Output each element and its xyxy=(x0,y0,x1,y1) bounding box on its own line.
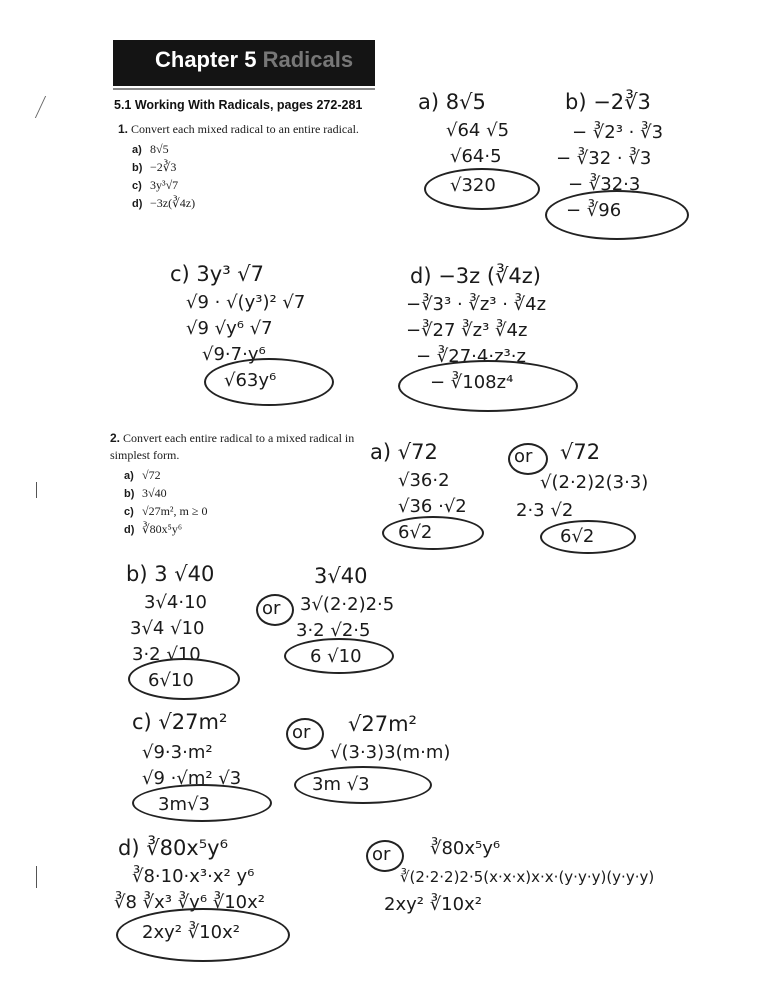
item-expression: 3√40 xyxy=(142,486,167,500)
item-label: b) xyxy=(124,488,135,500)
work-2b-line-3: 3√4 √10 xyxy=(130,618,205,639)
work-2b-or-line-2: 3√(2·2)2·5 xyxy=(300,594,395,615)
work-2d-line-3: ∛8 ∛x³ ∛y⁶ ∛10x² xyxy=(114,892,266,913)
item-label: c) xyxy=(132,180,142,192)
item-label: c) xyxy=(124,506,134,518)
work-2d-line-4: 2xy² ∛10x² xyxy=(142,922,240,943)
work-2a-or-line-1: √72 xyxy=(560,440,601,464)
work-2b-line-1: b) 3 √40 xyxy=(126,562,215,586)
item-label: b) xyxy=(132,162,143,174)
work-2c-or-line-3: 3m √3 xyxy=(312,774,370,795)
work-1d-line-1: d) −3z (∛4z) xyxy=(410,264,542,288)
question-1 xyxy=(118,121,368,213)
question-2-number: 2. xyxy=(110,431,121,445)
item-expression: √27m², m ≥ 0 xyxy=(142,504,208,518)
work-2b-or-line-4: 6 √10 xyxy=(310,646,362,667)
work-2d-or-line-1: ∛80x⁵y⁶ xyxy=(430,838,501,859)
work-2c-line-2: √9·3·m² xyxy=(142,742,213,763)
work-2c-line-1: c) √27m² xyxy=(132,710,228,734)
question-1-text: Convert each mixed radical to an entire radical. xyxy=(131,122,359,136)
question-1-items xyxy=(118,141,368,213)
item-label: a) xyxy=(132,144,142,156)
work-1d-line-3: −∛27 ∛z³ ∛4z xyxy=(406,320,528,341)
chapter-title xyxy=(155,47,353,73)
work-2a-line-3: √36 ·√2 xyxy=(398,496,467,517)
work-2a-line-1: a) √72 xyxy=(370,440,438,464)
question-1-number: 1. xyxy=(118,122,129,136)
work-1a-line-4: √320 xyxy=(450,175,496,196)
work-2a-line-4: 6√2 xyxy=(398,522,433,543)
work-2c-or-label: or xyxy=(292,722,311,743)
work-2a-or-line-2: √(2·2)2(3·3) xyxy=(540,472,649,493)
question-2 xyxy=(110,430,370,539)
item-label: d) xyxy=(124,524,135,536)
item-expression: 3y³√7 xyxy=(150,178,179,192)
question-2-text: Convert each entire radical to a mixed radical in simplest form. xyxy=(110,431,355,462)
banner-underline xyxy=(113,88,375,90)
question-2-item xyxy=(124,485,370,503)
question-2-item xyxy=(124,521,370,539)
work-2c-or-line-2: √(3·3)3(m·m) xyxy=(330,742,451,763)
item-expression: −2∛3 xyxy=(150,160,177,174)
work-1a-line-1: a) 8√5 xyxy=(418,90,486,114)
question-2-items xyxy=(110,467,370,539)
work-1b-line-5: − ∛96 xyxy=(566,200,622,221)
work-2b-line-4: 3·2 √10 xyxy=(132,644,201,665)
question-1-item xyxy=(132,141,368,159)
work-1a-line-2: √64 √5 xyxy=(446,120,510,141)
item-expression: √72 xyxy=(142,468,161,482)
question-1-prompt xyxy=(118,121,368,138)
work-1d-line-5: − ∛108z⁴ xyxy=(430,372,514,393)
chapter-subtitle: Radicals xyxy=(262,47,354,72)
work-2c-or-line-1: √27m² xyxy=(348,712,417,736)
margin-mark-1 xyxy=(35,96,46,118)
margin-mark-3 xyxy=(36,866,37,888)
work-2d-or-label: or xyxy=(372,844,391,865)
item-expression: −3z(∛4z) xyxy=(150,196,196,210)
work-2b-or-line-1: 3√40 xyxy=(314,564,368,588)
margin-mark-2 xyxy=(36,482,37,498)
work-1b-line-2: − ∛2³ · ∛3 xyxy=(572,122,664,143)
work-2a-line-2: √36·2 xyxy=(398,470,450,491)
question-1-item xyxy=(132,195,368,213)
question-1-item xyxy=(132,177,368,195)
chapter-number: Chapter 5 xyxy=(155,47,257,72)
work-2d-line-1: d) ∛80x⁵y⁶ xyxy=(118,836,228,860)
question-2-item xyxy=(124,503,370,521)
work-2d-or-line-2: ∛(2·2·2)2·5(x·x·x)x·x·(y·y·y)(y·y·y) xyxy=(400,868,655,886)
work-1b-line-1: b) −2∛3 xyxy=(565,90,651,114)
work-2b-or-line-3: 3·2 √2·5 xyxy=(296,620,371,641)
work-1b-line-3: − ∛32 · ∛3 xyxy=(556,148,652,169)
question-2-item xyxy=(124,467,370,485)
item-expression: ∛80x⁵y⁶ xyxy=(142,522,183,536)
work-1a-line-3: √64·5 xyxy=(450,146,502,167)
work-2a-or-label: or xyxy=(514,446,533,467)
question-1-item xyxy=(132,159,368,177)
work-2d-or-line-3: 2xy² ∛10x² xyxy=(384,894,482,915)
item-label: d) xyxy=(132,198,143,210)
work-2c-line-3: √9 ·√m² √3 xyxy=(142,768,242,789)
work-1c-line-5: √63y⁶ xyxy=(224,370,277,391)
work-1c-line-1: c) 3y³ √7 xyxy=(170,262,265,286)
work-2b-or-label: or xyxy=(262,598,281,619)
work-1c-line-3: √9 √y⁶ √7 xyxy=(186,318,273,339)
item-label: a) xyxy=(124,470,134,482)
question-2-prompt xyxy=(110,430,370,464)
chapter-banner xyxy=(113,40,375,86)
work-2d-line-2: ∛8·10·x³·x² y⁶ xyxy=(132,866,255,887)
work-2b-line-5: 6√10 xyxy=(148,670,194,691)
work-2b-line-2: 3√4·10 xyxy=(144,592,207,613)
work-2c-line-4: 3m√3 xyxy=(158,794,210,815)
work-2a-or-line-3: 2·3 √2 xyxy=(516,500,574,521)
section-title: 5.1 Working With Radicals, pages 272-281 xyxy=(114,98,363,112)
work-1d-line-2: −∛3³ · ∛z³ · ∛4z xyxy=(406,294,547,315)
work-1c-line-4: √9·7·y⁶ xyxy=(202,344,266,365)
item-expression: 8√5 xyxy=(150,142,169,156)
work-1c-line-2: √9 · √(y³)² √7 xyxy=(186,292,306,313)
work-1b-line-4: − ∛32·3 xyxy=(568,174,641,195)
work-2a-or-line-4: 6√2 xyxy=(560,526,595,547)
work-1d-line-4: − ∛27·4·z³·z xyxy=(416,346,526,367)
